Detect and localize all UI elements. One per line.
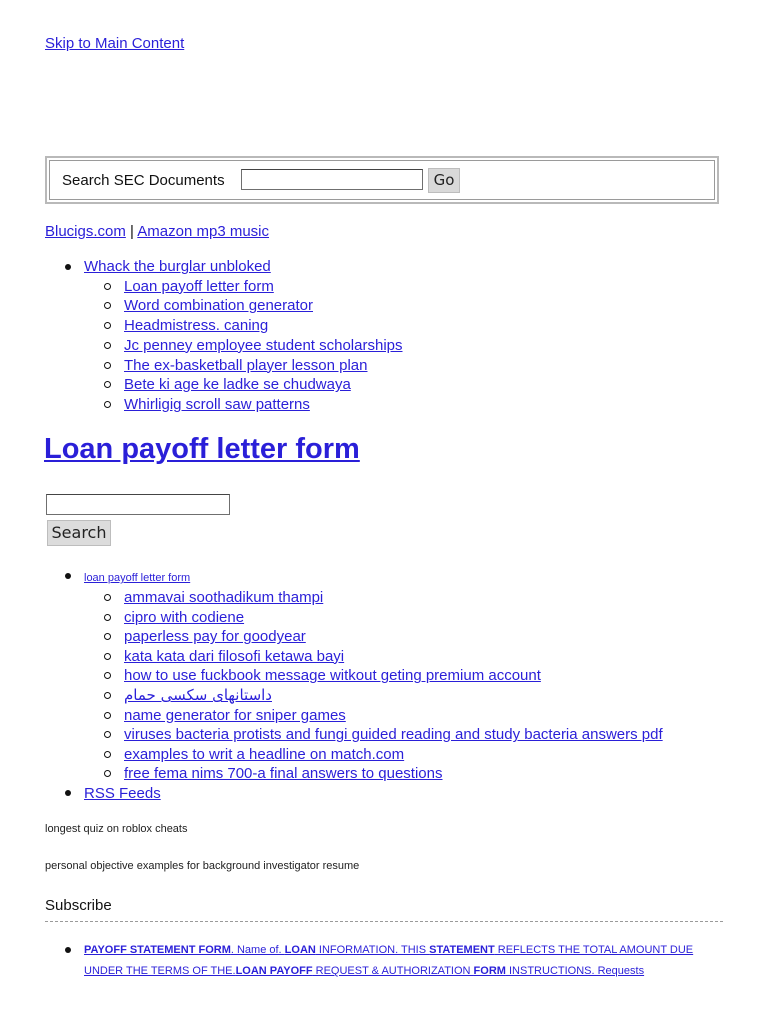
list-item (84, 725, 745, 745)
text-bold: LOAN (284, 944, 316, 956)
nav-link-loan-payoff[interactable]: loan payoff letter form (84, 572, 191, 584)
top-links (45, 223, 269, 240)
list-item (84, 336, 403, 356)
nav-link[interactable]: داستانهای سکسی حمام (124, 685, 272, 704)
nav-item-parent (45, 567, 745, 784)
nav-link[interactable]: The ex-basketball player lesson plan (124, 356, 368, 374)
page-title[interactable]: Loan payoff letter form (44, 433, 360, 465)
list-item (84, 647, 745, 667)
nav-link-whack-burglar[interactable]: Whack the burglar unbloked (84, 258, 271, 275)
text: REFLECTS THE TOTAL AMOUNT DUE UNDER THE TERMS OF THE. (84, 944, 694, 977)
nav-link[interactable]: free fema nims 700-a final answers to questions (124, 765, 443, 783)
nav-link[interactable]: Whirligig scroll saw patterns (124, 395, 310, 413)
list-item (84, 627, 745, 647)
plain-text: longest quiz on roblox cheats (45, 823, 188, 835)
list-item (84, 277, 403, 297)
text: INSTRUCTIONS. Requests (505, 965, 645, 977)
text: REQUEST & AUTHORIZATION (312, 965, 474, 977)
list-item (84, 706, 745, 726)
amazon-mp3-link[interactable]: Amazon mp3 music (137, 223, 269, 240)
list-item (84, 608, 745, 628)
nav-link[interactable]: Word combination generator (124, 297, 313, 315)
nav-link[interactable]: kata kata dari filosofi ketawa bayi (124, 647, 345, 665)
nav-link[interactable]: cipro with codiene (124, 608, 245, 626)
nav-link[interactable]: examples to writ a headline on match.com (124, 745, 405, 763)
list-item (84, 686, 745, 706)
list-item (84, 356, 403, 376)
list-item (84, 764, 745, 784)
list-item (84, 745, 745, 765)
nav-link[interactable]: ammavai soothadikum thampi (124, 589, 324, 606)
subscribe-item-link[interactable] (84, 944, 693, 977)
go-button[interactable]: Go (428, 168, 460, 193)
blucigs-link[interactable]: Blucigs.com (45, 223, 126, 240)
subscribe-list (45, 940, 735, 982)
skip-to-main-link[interactable]: Skip to Main Content (45, 35, 185, 52)
list-item (84, 666, 745, 686)
search-button[interactable]: Search (47, 520, 111, 546)
text-bold: LOAN PAYOFF (235, 965, 313, 977)
list-item (84, 588, 745, 608)
list-item (84, 316, 403, 336)
text: . Name of. (230, 944, 285, 956)
link-separator: | (130, 223, 134, 240)
list-item (45, 940, 735, 982)
sec-search-label: Search SEC Documents (62, 172, 225, 189)
plain-text: personal objective examples for background investigator resume (45, 860, 360, 872)
nav-link[interactable]: name generator for sniper games (124, 706, 346, 724)
list-item-rss (45, 784, 745, 804)
rss-feeds-link[interactable]: RSS Feeds (84, 784, 161, 802)
nav-list-main (45, 567, 745, 804)
list-item (84, 375, 403, 395)
nav-link[interactable]: Jc penney employee student scholarships (124, 336, 403, 354)
sec-search-input[interactable] (241, 169, 423, 190)
sec-search-box (45, 156, 719, 204)
nav-link[interactable]: Bete ki age ke ladke se chudwaya (124, 376, 351, 394)
subscribe-heading: Subscribe (45, 897, 112, 914)
divider (45, 921, 723, 922)
nav-list-top (45, 257, 403, 415)
site-search-input[interactable] (46, 494, 230, 515)
nav-link[interactable]: paperless pay for goodyear (124, 628, 306, 646)
text-bold: STATEMENT (429, 944, 495, 956)
nav-item-parent (45, 257, 403, 415)
nav-link[interactable]: how to use fuckbook message witkout geting premium account (124, 667, 541, 685)
nav-link[interactable]: Loan payoff letter form (124, 277, 274, 295)
nav-link[interactable]: viruses bacteria protists and fungi guided reading and study bacteria answers pdf (124, 726, 663, 744)
text-bold: PAYOFF STATEMENT FORM (84, 944, 231, 956)
text: INFORMATION. THIS (315, 944, 430, 956)
list-item (84, 296, 403, 316)
text-bold: FORM (473, 965, 506, 977)
list-item (84, 395, 403, 415)
nav-link[interactable]: Headmistress. caning (124, 317, 269, 335)
